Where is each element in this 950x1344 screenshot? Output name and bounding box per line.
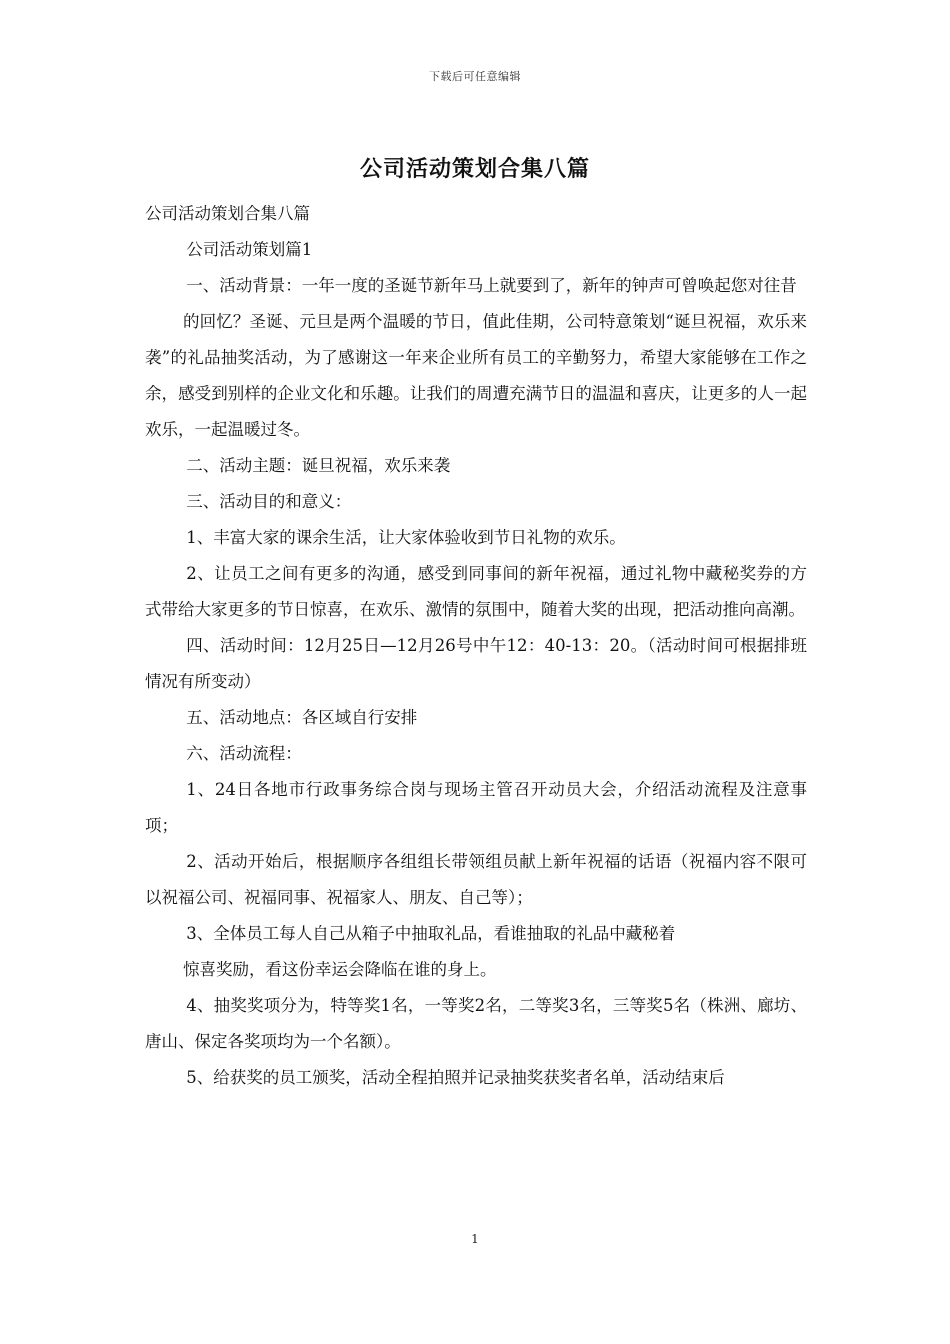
paragraph-section-heading: 公司活动策划篇1 [186, 240, 313, 259]
paragraph-purpose-2: 2、让员工之间有更多的沟通，感受到同事间的新年祝福，通过礼物中藏秘奖券的方式带给大家更多的节日惊喜，在欢乐、激情的氛围中，随着大奖的出现，把活动推向高潮。 [145, 564, 807, 619]
header-note: 下载后可任意编辑 [429, 70, 521, 83]
paragraph-purpose-heading: 三、活动目的和意义： [186, 492, 352, 511]
paragraph-location: 五、活动地点：各区域自行安排 [186, 708, 418, 727]
paragraph-process-heading: 六、活动流程： [186, 744, 302, 763]
paragraph-time: 四、活动时间：12月25日—12月26号中午12：40-13：20。（活动时间可根据排班情况有所变动） [145, 636, 807, 691]
paragraph-theme: 二、活动主题：诞旦祝福，欢乐来袭 [186, 456, 451, 475]
paragraph-process-3: 3、全体员工每人自己从箱子中抽取礼品，看谁抽取的礼品中藏秘着 [186, 924, 676, 943]
paragraph-purpose-1: 1、丰富大家的课余生活，让大家体验收到节日礼物的欢乐。 [186, 528, 626, 547]
paragraph-process-1: 1、24日各地市行政事务综合岗与现场主管召开动员大会，介绍活动流程及注意事项； [145, 780, 807, 835]
document-title: 公司活动策划合集八篇 [359, 156, 590, 182]
paragraph-process-2: 2、活动开始后，根据顺序各组组长带领组员献上新年祝福的话语（祝福内容不限可以祝福公司、祝福同事、祝福家人、朋友、自己等）； [145, 852, 807, 907]
paragraph-process-5: 5、给获奖的员工颁奖，活动全程拍照并记录抽奖获奖者名单，活动结束后 [186, 1068, 725, 1087]
paragraph-process-4: 4、抽奖奖项分为，特等奖1名，一等奖2名，二等奖3名，三等奖5名（株洲、廊坊、唐山、保定各奖项均为一个名额）。 [145, 996, 807, 1051]
document-body [145, 196, 807, 1096]
paragraph-background-continued: 的回忆？圣诞、元旦是两个温暖的节日，值此佳期，公司特意策划“诞旦祝福，欢乐来袭”的礼品抽奖活动，为了感谢这一年来企业所有员工的辛勤努力，希望大家能够在工作之余，感受到别样的企业文化和乐趣。让我们的周遭充满节日的温温和喜庆，让更多的人一起欢乐，一起温暖过冬。 [145, 312, 807, 439]
paragraph-background: 一、活动背景：一年一度的圣诞节新年马上就要到了，新年的钟声可曾唤起您对往昔 [186, 276, 797, 295]
page-number: 1 [471, 1232, 479, 1246]
paragraph-process-3-continued: 惊喜奖励，看这份幸运会降临在谁的身上。 [182, 960, 497, 979]
paragraph-subtitle: 公司活动策划合集八篇 [145, 204, 310, 223]
